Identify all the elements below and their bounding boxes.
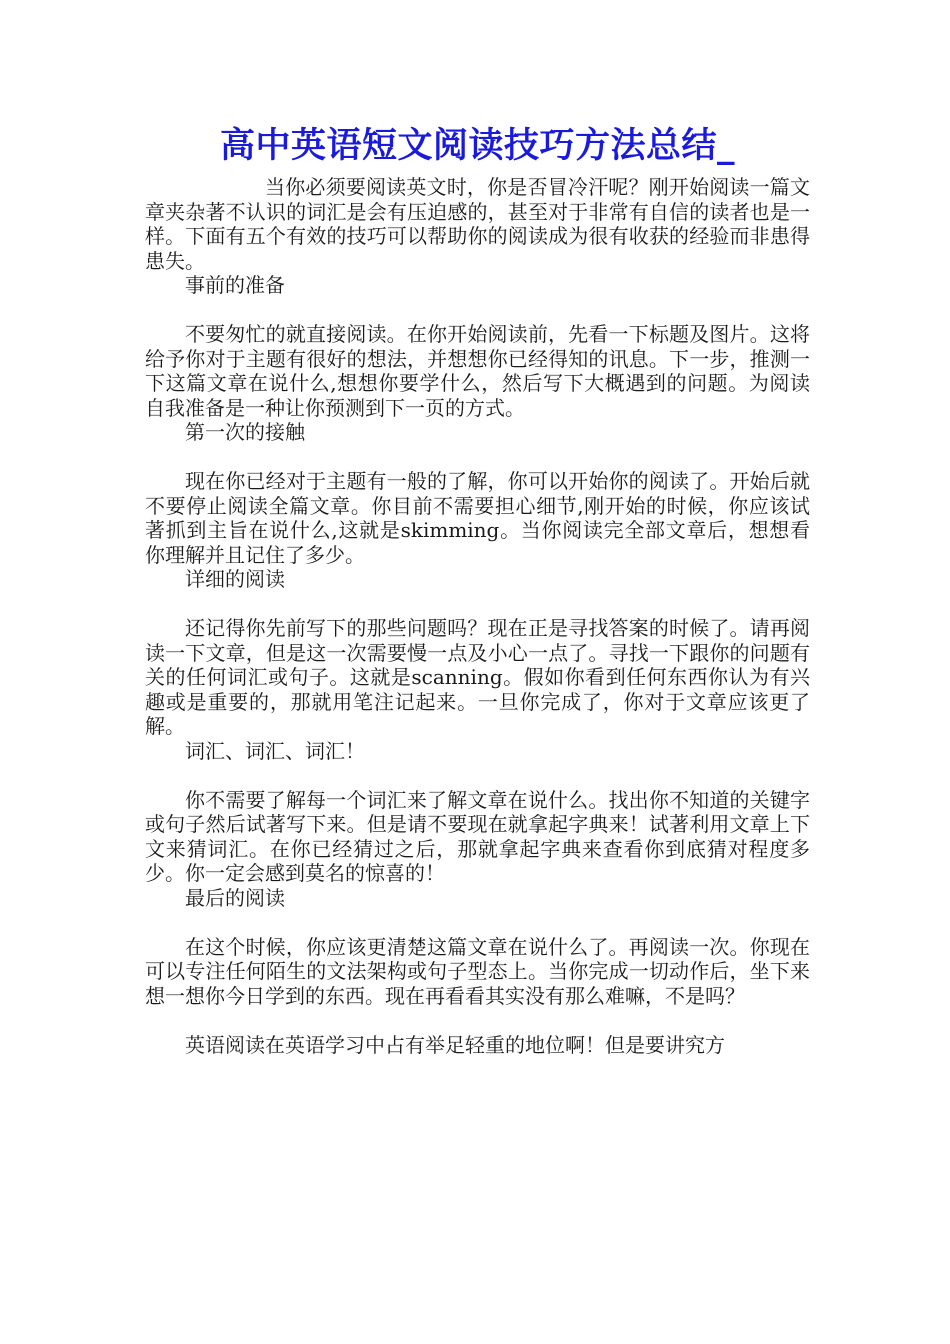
section-heading-preparation: 事前的准备 bbox=[185, 273, 285, 297]
section-heading-detailed-reading: 详细的阅读 bbox=[185, 567, 285, 591]
section-body-first-contact: 现在你已经对于主题有一般的了解，你可以开始你的阅读了。开始后就不要停止阅读全篇文章。你目前不需要担心细节,刚开始的时候，你应该试著抓到主旨在说什么,这就是skimming。当你阅读完全部文章后，想想看你理解并且记住了多少。 bbox=[145, 469, 810, 567]
section-body-detailed-reading: 还记得你先前写下的那些问题吗？现在正是寻找答案的时候了。请再阅读一下文章，但是这一次需要慢一点及小心一点了。寻找一下跟你的问题有关的任何词汇或句子。这就是scanning。假如你看到任何东西你认为有兴趣或是重要的，那就用笔注记起来。一旦你完成了，你对于文章应该更了解。 bbox=[145, 616, 810, 738]
section-body-preparation: 不要匆忙的就直接阅读。在你开始阅读前，先看一下标题及图片。这将给予你对于主题有很好的想法，并想想你已经得知的讯息。下一步，推测一下这篇文章在说什么,想想你要学什么，然后写下大概遇到的问题。为阅读自我准备是一种让你预测到下一页的方式。 bbox=[145, 322, 810, 420]
document-title: 高中英语短文阅读技巧方法总结_ bbox=[219, 125, 735, 166]
section-body-vocabulary: 你不需要了解每一个词汇来了解文章在说什么。找出你不知道的关键字或句子然后试著写下来。但是请不要现在就拿起字典来！试著利用文章上下文来猜词汇。在你已经猜过之后，那就拿起字典来查看你到底猜对程度多少。你一定会感到莫名的惊喜的！ bbox=[145, 787, 810, 885]
section-heading-first-contact: 第一次的接触 bbox=[185, 420, 305, 444]
closing-paragraph: 英语阅读在英语学习中占有举足轻重的地位啊！但是要讲究方 bbox=[185, 1032, 725, 1057]
section-heading-final-reading: 最后的阅读 bbox=[185, 885, 285, 910]
intro-paragraph: 当你必须要阅读英文时，你是否冒冷汗呢？刚开始阅读一篇文章夹杂著不认识的词汇是会有压迫感的，甚至对于非常有自信的读者也是一样。下面有五个有效的技巧可以帮助你的阅读成为很有收获的经验而非患得患失。 bbox=[145, 175, 810, 273]
document-page bbox=[145, 118, 810, 1057]
section-heading-vocabulary: 词汇、词汇、词汇！ bbox=[185, 738, 365, 763]
section-body-final-reading: 在这个时候，你应该更清楚这篇文章在说什么了。再阅读一次。你现在可以专注任何陌生的文法架构或句子型态上。当你完成一切动作后，坐下来想一想你今日学到的东西。现在再看看其实没有那么难嘛，不是吗？ bbox=[145, 934, 810, 1008]
